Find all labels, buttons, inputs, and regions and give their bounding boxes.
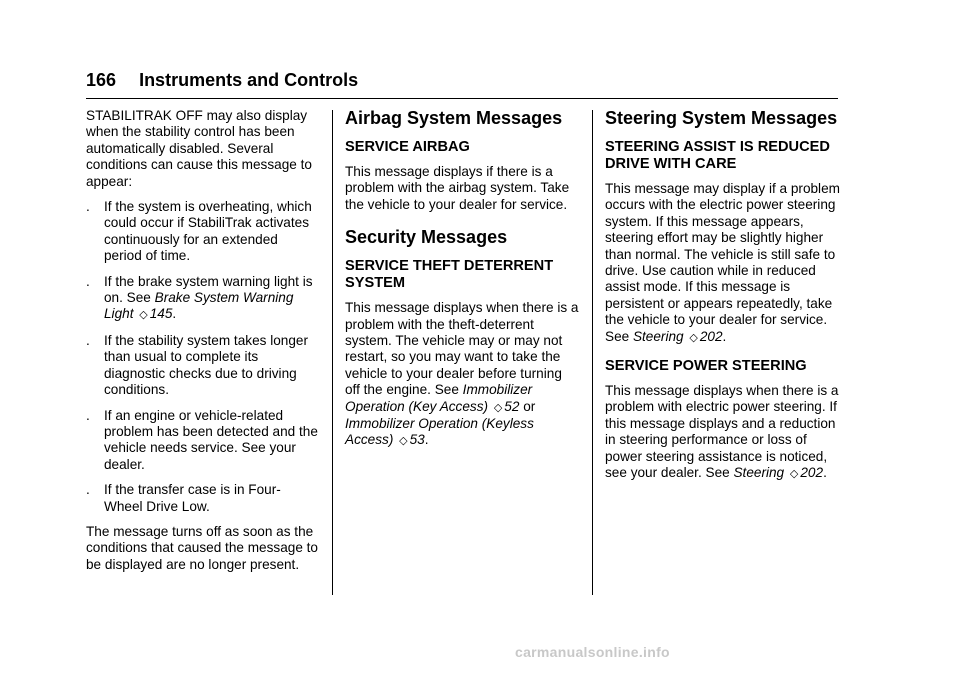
bullet-marker: .: [86, 407, 90, 423]
power-steering-heading: SERVICE POWER STEERING: [605, 358, 807, 375]
column-divider-1: [332, 110, 333, 595]
column-2: [345, 108, 580, 459]
column-1: [86, 108, 318, 582]
service-airbag-heading: SERVICE AIRBAG: [345, 139, 470, 155]
watermark: carmanualsonline.info: [515, 644, 670, 660]
page-reference[interactable]: 145: [149, 306, 173, 322]
service-airbag-text: This message displays if there is a problem with the airbag system. Take the vehicle to your dealer for service.: [345, 164, 570, 212]
reference-arrow-icon: ◇: [689, 331, 698, 344]
bullet-marker: .: [86, 199, 90, 215]
list-item: [86, 199, 318, 265]
airbag-section-heading: Airbag System Messages: [345, 108, 563, 128]
power-steering-text: This message displays when there is a problem with electric power steering. If this message displays and a reduction in steering performance or loss of power steering assistance is noticed, see your dealer. See Steering ◇ 202.: [605, 383, 839, 481]
bullet-marker: .: [86, 273, 90, 289]
immobilizer-key-link[interactable]: Immobilizer Operation (Key Access): [345, 382, 533, 414]
list-item: . If the brake system warning light is on. See Brake System Warning Light ◇ 145.: [86, 273, 313, 322]
list-item-text: If the stability system takes longer than usual to complete its diagnostic checks due to driving conditions.: [104, 332, 308, 398]
page-reference[interactable]: 53: [409, 432, 425, 448]
header-rule: [86, 98, 838, 99]
page-number: 166: [86, 70, 117, 90]
steering-assist-heading: STEERING ASSIST IS REDUCED DRIVE WITH CARE: [605, 139, 830, 172]
or-text: or: [519, 398, 536, 414]
reference-arrow-icon: ◇: [789, 468, 799, 481]
steering-link[interactable]: Steering: [632, 328, 684, 344]
bullet-marker: .: [86, 482, 90, 498]
section-title: Instruments and Controls: [139, 70, 359, 90]
list-item: [86, 333, 318, 399]
theft-deterrent-text: This message displays when there is a problem with the theft-deterrent system. The vehicle may or may not restart, so you may want to take the vehicle to your dealer before turning off the engine. See Immobilizer Operation (Key Access) ◇ 52 or Immobilizer Operation (Keyless Access) ◇ 53.: [345, 300, 579, 448]
outro-paragraph: The message turns off as soon as the conditions that caused the message to be displayed are no longer present.: [86, 523, 318, 572]
page-reference[interactable]: 52: [504, 398, 520, 414]
list-item-text: If an engine or vehicle-related problem has been detected and the vehicle needs service. See your dealer.: [104, 407, 318, 472]
immobilizer-keyless-link[interactable]: Immobilizer Operation (Keyless Access): [345, 416, 534, 448]
page-header: [86, 70, 358, 91]
bullet-marker: .: [86, 332, 90, 348]
intro-paragraph: STABILITRAK OFF may also display when the stability control has been automatically disabled. Several conditions can cause this message to appear:: [86, 108, 312, 189]
reference-arrow-icon: ◇: [139, 309, 148, 322]
list-item: [86, 482, 318, 515]
reference-arrow-icon: ◇: [399, 435, 408, 448]
page-reference[interactable]: 202: [800, 465, 824, 481]
reference-arrow-icon: ◇: [493, 401, 503, 414]
steering-link[interactable]: Steering: [733, 465, 785, 481]
page-reference[interactable]: 202: [699, 328, 723, 344]
theft-body: This message displays when there is a problem with the theft-deterrent system. The vehicle may or may not restart, so you may want to take the vehicle to your dealer before turning off the engine. See: [345, 300, 579, 398]
brake-warning-link[interactable]: Brake System Warning Light: [104, 290, 294, 322]
security-section-heading: Security Messages: [345, 227, 508, 248]
list-item-text: If the system is overheating, which could occur if StabiliTrak activates continuously for an extended period of time.: [104, 199, 312, 264]
list-item: [86, 408, 318, 474]
column-3: [605, 108, 840, 492]
power-body: This message displays when there is a problem with electric power steering. If this message displays and a reduction in steering performance or loss of power steering assistance is noticed, see your dealer. See: [605, 383, 839, 481]
column-divider-2: [592, 110, 593, 595]
assist-body: This message may display if a problem occurs with the electric power steering system. If this message appears, steering effort may be slightly higher than normal. The vehicle is still safe to drive. Use caution while in reduced assist mode. If this message is persistent or appears repeatedly, take the vehicle to your dealer for service. See: [605, 181, 840, 344]
list-item-text: If the brake system warning light is on. See: [104, 273, 313, 306]
list-item-text: If the transfer case is in Four-Wheel Drive Low.: [104, 482, 281, 514]
steering-assist-text: This message may display if a problem occurs with the electric power steering system. If this message appears, steering effort may be slightly higher than normal. The vehicle is still safe to drive. Use caution while in reduced assist mode. If this message is persistent or appears repeatedly, take the vehicle to your dealer for service. See Steering ◇ 202.: [605, 181, 840, 344]
steering-section-heading: Steering System Messages: [605, 108, 838, 128]
theft-deterrent-heading: SERVICE THEFT DETERRENT SYSTEM: [345, 258, 554, 292]
